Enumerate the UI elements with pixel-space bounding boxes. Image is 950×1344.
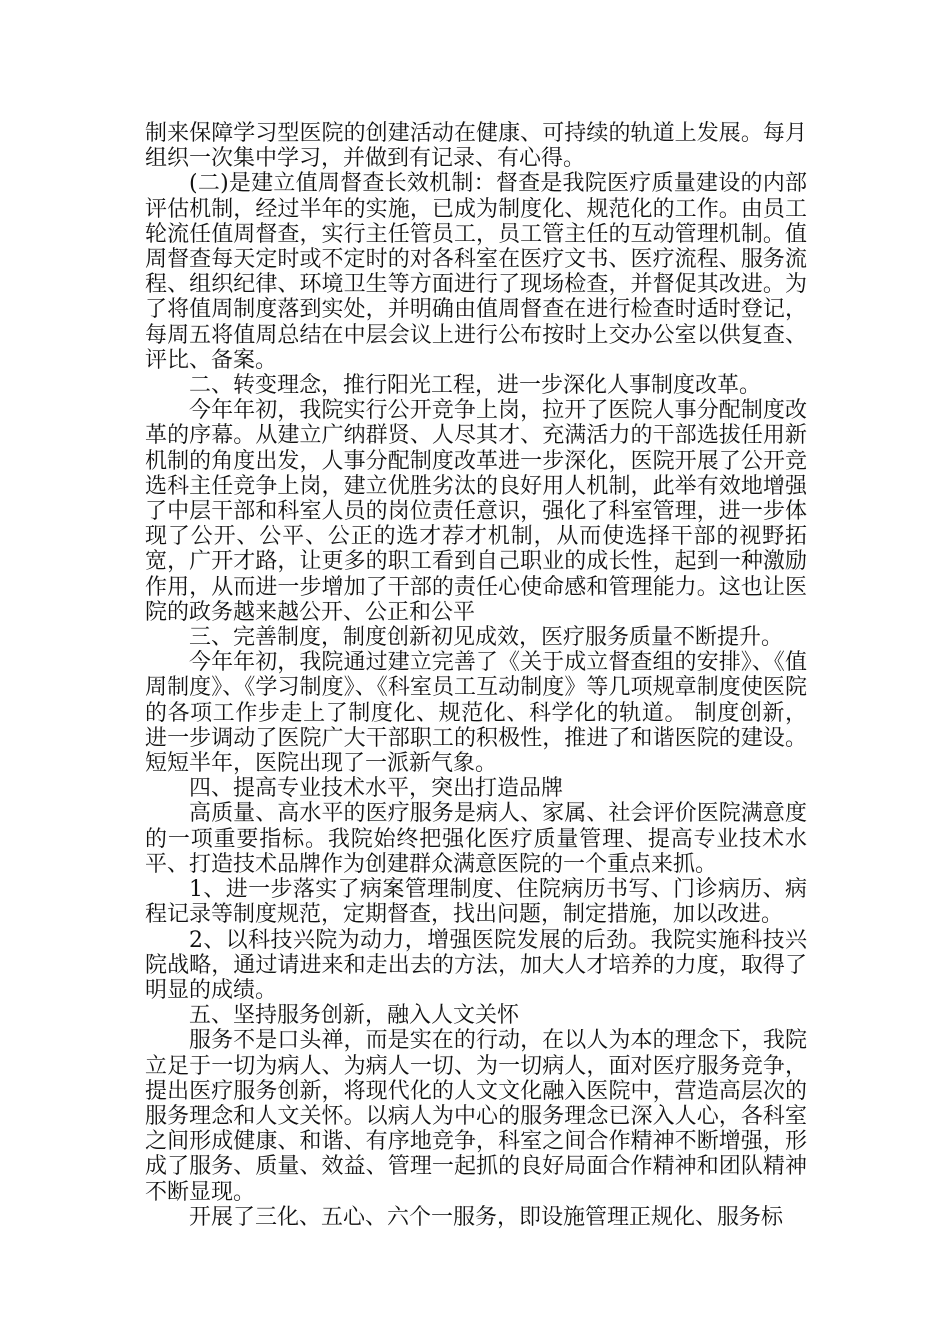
- paragraph-6: 今年年初，我院通过建立完善了《关于成立督查组的安排》、《值周制度》、《学习制度》、《科室员工互动制度》等几项规章制度使医院的各项工作步走上了制度化、规范化、科学化的轨道。 制度创新，进一步调动了医院广大干部职工的积极性，推进了和谐医院的建设。短短半年，医院出现了一派新气象。: [145, 650, 807, 777]
- paragraph-4: 今年年初，我院实行公开竞争上岗，拉开了医院人事分配制度改革的序幕。从建立广纳群贤、人尽其才、充满活力的干部选拔任用新机制的角度出发，人事分配制度改革进一步深化，医院开展了公开竞选科主任竞争上岗，建立优胜劣汰的良好用人机制，此举有效地增强了中层干部和科室人员的岗位责任意识，强化了科室管理，进一步体现了公开、公平、公正的选才荐才机制，从而使选择干部的视野拓宽，广开才路，让更多的职工看到自己职业的成长性，起到一种激励作用，从而进一步增加了干部的责任心使命感和管理能力。这也让医院的政务越来越公开、公正和公平: [145, 398, 807, 625]
- paragraph-10: 2、以科技兴院为动力，增强医院发展的后劲。我院实施科技兴院战略，通过请进来和走出去的方法，加大人才培养的力度，取得了明显的成绩。: [145, 927, 807, 1003]
- paragraph-9: 1、进一步落实了病案管理制度、住院病历书写、门诊病历、病程记录等制度规范，定期督查，找出问题，制定措施，加以改进。: [145, 877, 807, 928]
- paragraph-8: 高质量、高水平的医疗服务是病人、家属、社会评价医院满意度的一项重要指标。我院始终把强化医疗质量管理、提高专业技术水平、打造技术品牌作为创建群众满意医院的一个重点来抓。: [145, 801, 807, 877]
- document-page: [145, 121, 807, 1230]
- paragraph-13: 开展了三化、五心、六个一服务，即设施管理正规化、服务标: [189, 1204, 784, 1230]
- section-heading-4: 四、提高专业技术水平，突出打造品牌: [189, 776, 564, 802]
- section-heading-2: 二、转变理念，推行阳光工程，进一步深化人事制度改革。: [189, 373, 762, 399]
- paragraph-1: 制来保障学习型医院的创建活动在健康、可持续的轨道上发展。每月组织一次集中学习，并做到有记录、有心得。: [145, 121, 807, 172]
- paragraph-12: 服务不是口头禅，而是实在的行动，在以人为本的理念下，我院立足于一切为病人、为病人一切、为一切病人，面对医疗服务竞争，提出医疗服务创新，将现代化的人文文化融入医院中，营造高层次的服务理念和人文关怀。以病人为中心的服务理念已深入人心，各科室之间形成健康、和谐、有序地竞争，科室之间合作精神不断增强，形成了服务、质量、效益、管理一起抓的良好局面合作精神和团队精神不断显现。: [145, 1028, 807, 1205]
- section-heading-3: 三、完善制度，制度创新初见成效，医疗服务质量不断提升。: [189, 625, 784, 651]
- section-heading-5: 五、坚持服务创新，融入人文关怀: [189, 1003, 520, 1029]
- paragraph-2: (二)是建立值周督查长效机制：督查是我院医疗质量建设的内部评估机制，经过半年的实施，已成为制度化、规范化的工作。由员工轮流任值周督查，实行主任管员工，员工管主任的互动管理机制。值周督查每天定时或不定时的对各科室在医疗文书、医疗流程、服务流程、组织纪律、环境卫生等方面进行了现场检查，并督促其改进。为了将值周制度落到实处，并明确由值周督查在进行检查时适时登记，每周五将值周总结在中层会议上进行公布按时上交办公室以供复查、评比、备案。: [145, 171, 807, 373]
